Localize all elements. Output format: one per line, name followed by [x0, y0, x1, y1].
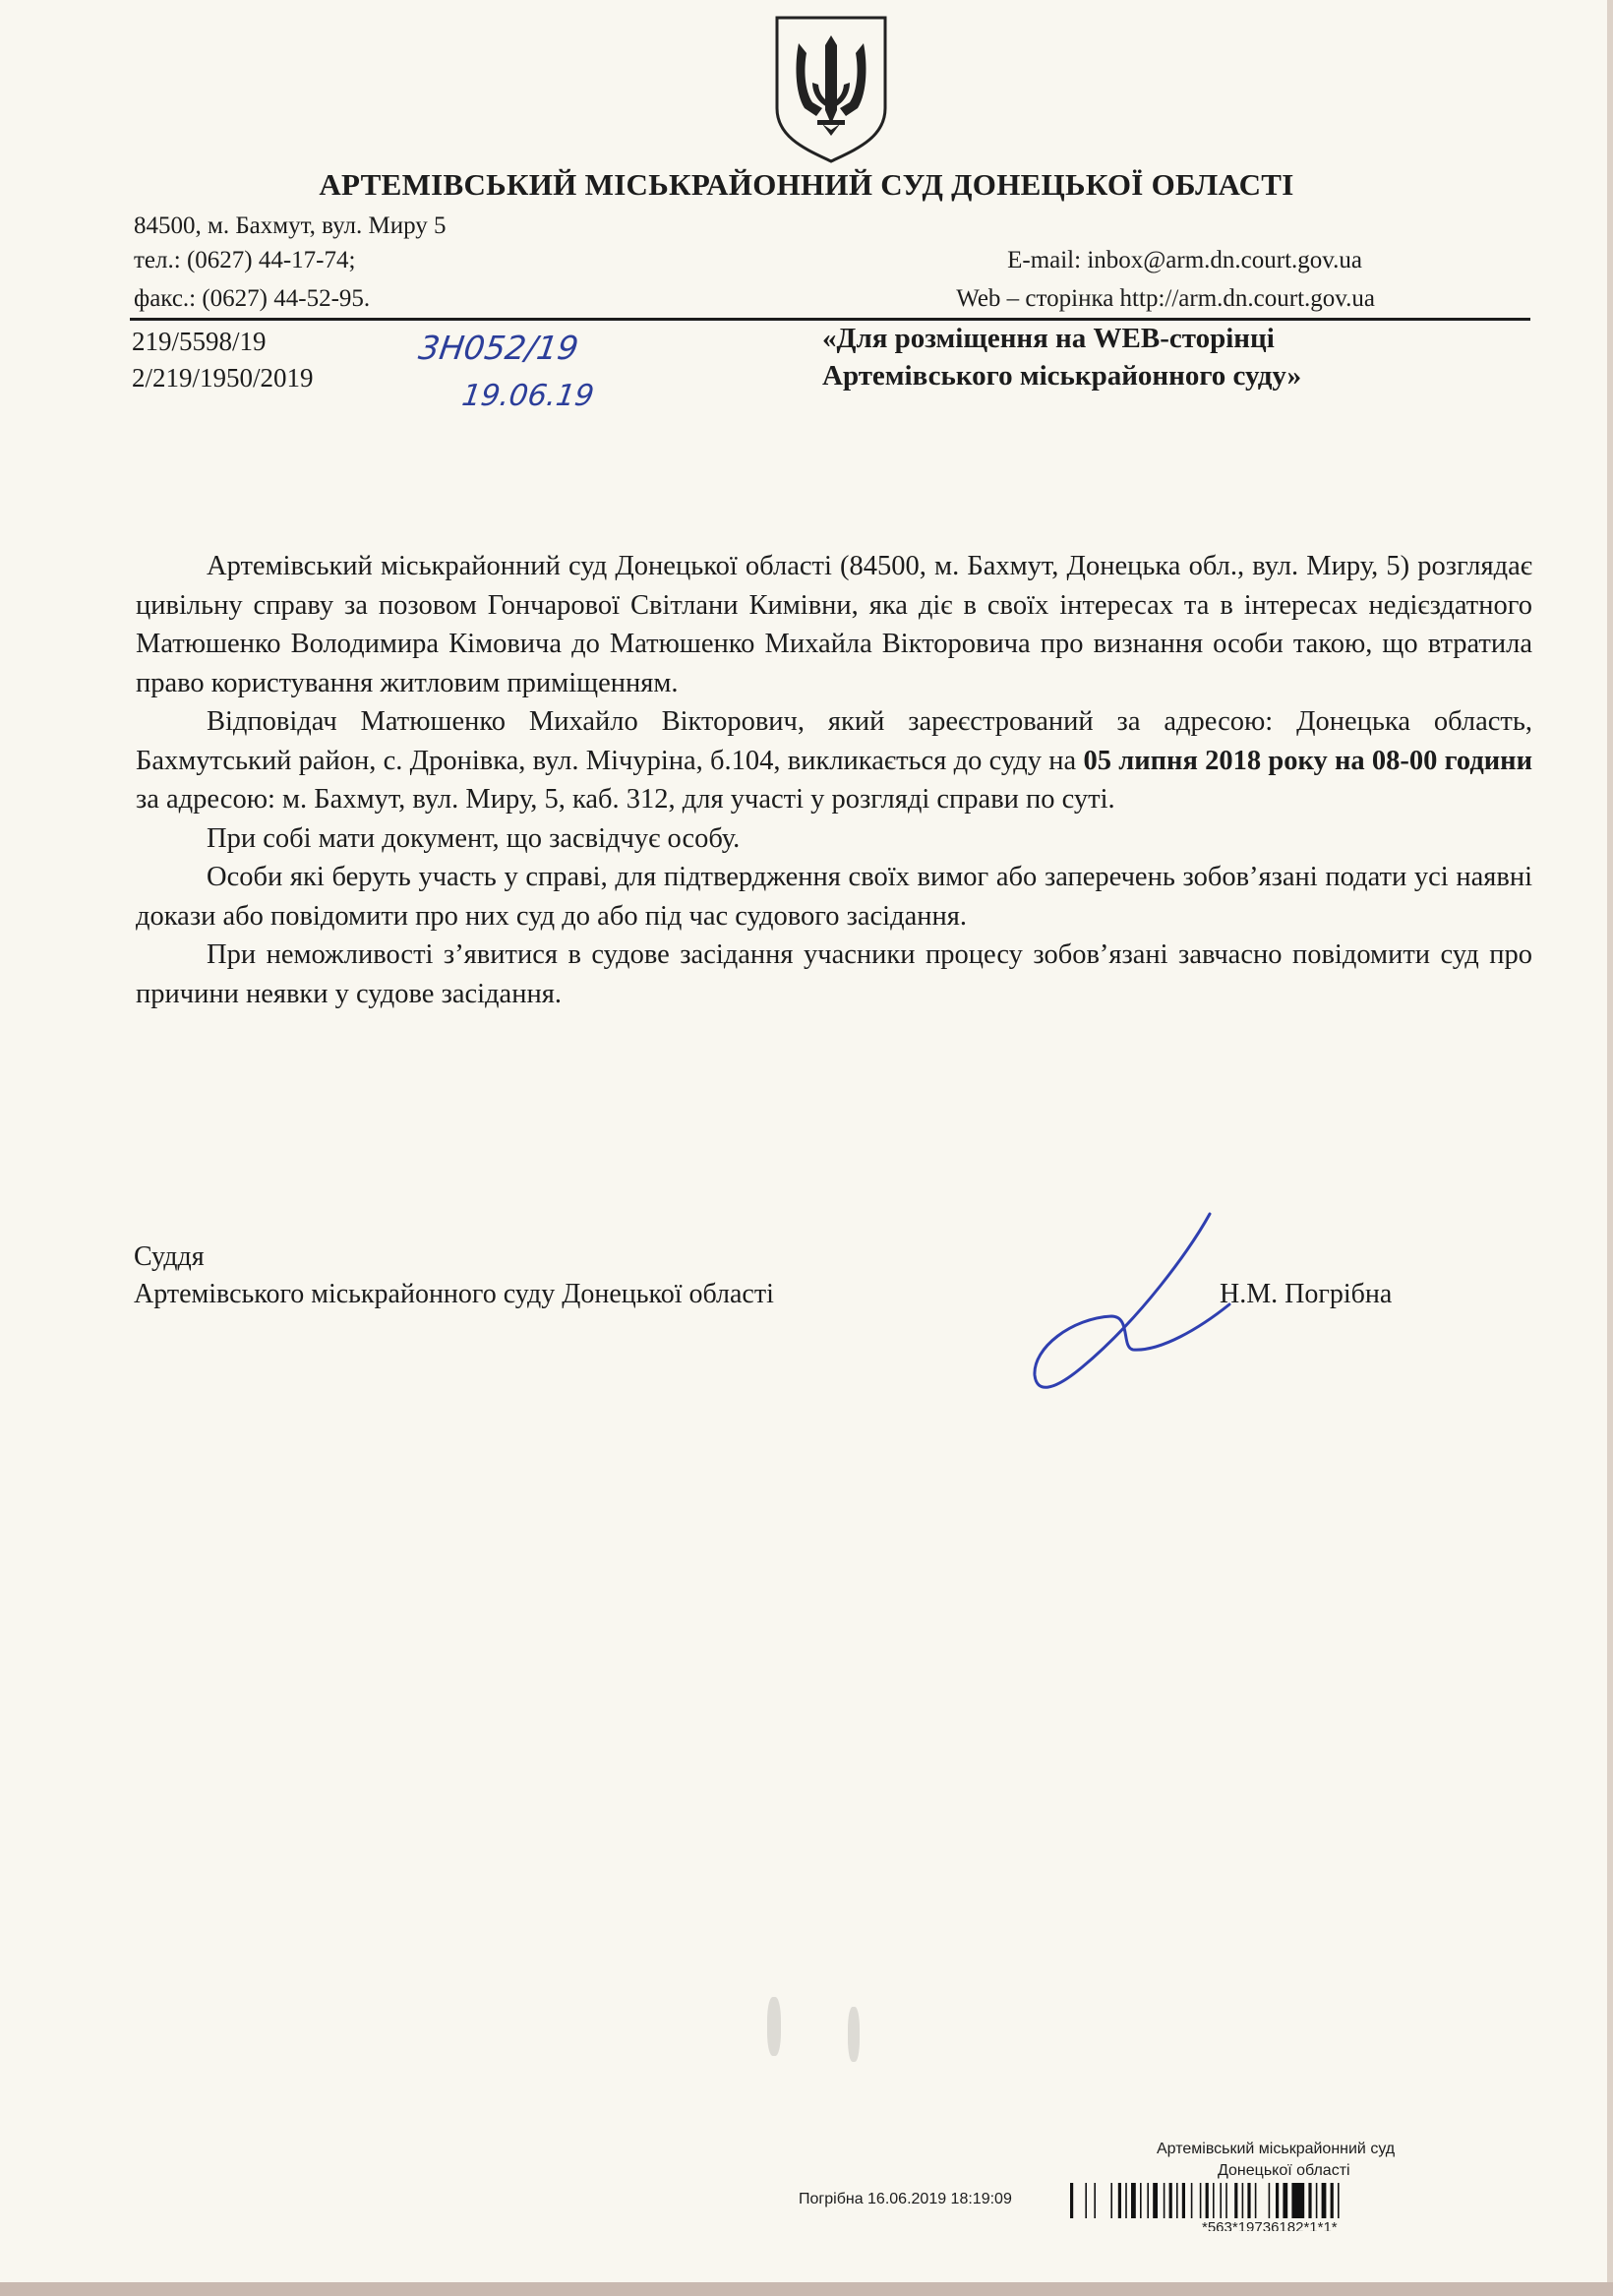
judge-court: Артемівського міськрайонного суду Донецької області: [134, 1279, 774, 1309]
barcode-bar: [1269, 2183, 1271, 2218]
barcode-bar: [1338, 2183, 1340, 2218]
barcode-bar: [1147, 2183, 1149, 2218]
judge-title: Суддя: [134, 1241, 205, 1272]
handwritten-incoming-date: 19.06.19: [459, 379, 597, 413]
scan-smudge: [848, 2007, 860, 2062]
paragraph-absence-notice: При неможливості з’явитися в судове засідання учасники процесу зобов’язані завчасно повідомити суд про причини неявки у судове засідання.: [136, 939, 1532, 1009]
paragraph-id-document: При собі мати документ, що засвідчує особу.: [207, 822, 741, 854]
court-web: Web – сторінка http://arm.dn.court.gov.ua: [956, 285, 1375, 312]
barcode-bar: [1140, 2183, 1142, 2218]
barcode-bar: [1308, 2183, 1311, 2218]
barcode-caption: *563*19736182*1*1*: [1202, 2219, 1338, 2231]
paragraph-case-description: Артемівський міськрайонний суд Донецької області (84500, м. Бахмут, Донецька обл., вул. Миру, 5) розглядає цивільну справу за позовом Гончарової Світлани Кимівни, яка діє в своїх інтересах та в інтересах недієздатного Матюшенко Володимира Кімовича до Матюшенко Михайла Вікторовича про визнання особи такою, що втратила право користування житловим приміщенням.: [136, 551, 1532, 698]
barcode-bar: [1200, 2183, 1202, 2218]
barcode-bar: [1164, 2183, 1165, 2218]
barcode-bar: [1316, 2183, 1318, 2218]
proceeding-number: 2/219/1950/2019: [132, 363, 314, 393]
barcode-bar: [1125, 2183, 1127, 2218]
barcode-bar: [1085, 2183, 1087, 2218]
barcode-bar: [1094, 2183, 1096, 2218]
barcode-bar: [1255, 2183, 1257, 2218]
barcode-bar: [1182, 2183, 1185, 2218]
stamp-court-line1: Артемівський міськрайонний суд: [1157, 2141, 1396, 2157]
barcode-bar: [1206, 2183, 1209, 2218]
barcode-bar: [1153, 2183, 1158, 2218]
barcode-bar: [1131, 2183, 1136, 2218]
stamp-signed-by: Погрібна 16.06.2019 18:19:09: [799, 2191, 1012, 2207]
barcode-bar: [1176, 2183, 1178, 2218]
barcode-bar: [1242, 2183, 1244, 2218]
web-note-line1: «Для розміщення на WEB-сторінці: [822, 323, 1275, 354]
notice-body: [136, 547, 1532, 1013]
barcode-bar: [1283, 2183, 1287, 2218]
barcode-bar: [1234, 2183, 1237, 2218]
summons-text-start: Відповідач Матюшенко Михайло Вікторович, який зареєстрований за адресою: Донецька область, Бахмутський район, с. Дронівка, вул. Мічуріна, б.104, викликається до суду на: [136, 706, 1532, 776]
handwritten-incoming-number: 3H052/19: [416, 329, 581, 367]
case-number: 219/5598/19: [132, 327, 267, 356]
barcode-bar: [1322, 2183, 1327, 2218]
scan-edge: [1607, 0, 1613, 2296]
barcode-bar: [1070, 2183, 1073, 2218]
web-note-line2: Артемівського міськрайонного суду»: [822, 360, 1302, 392]
barcode-bar: [1225, 2183, 1227, 2218]
barcode-bar: [1247, 2183, 1250, 2218]
barcode-bar: [1169, 2183, 1172, 2218]
court-title: АРТЕМІВСЬКИЙ МІСЬКРАЙОННИЙ СУД ДОНЕЦЬКОЇ ОБЛАСТІ: [319, 167, 1294, 202]
scan-smudge: [767, 1997, 781, 2056]
barcode-bar: [1276, 2183, 1279, 2218]
barcode-bar: [1291, 2183, 1304, 2218]
barcode-bar: [1191, 2183, 1193, 2218]
barcode-bar: [1118, 2183, 1121, 2218]
scan-edge: [0, 2282, 1613, 2296]
barcode-bar: [1331, 2183, 1334, 2218]
document-barcode: [1070, 2183, 1532, 2218]
court-email: E-mail: inbox@arm.dn.court.gov.ua: [1007, 247, 1362, 273]
summons-text-end: за адресою: м. Бахмут, вул. Миру, 5, каб. 312, для участі у розгляді справи по суті.: [136, 784, 1115, 815]
stamp-court-line2: Донецької області: [1218, 2162, 1350, 2179]
judge-name: Н.М. Погрібна: [1220, 1279, 1393, 1309]
paragraph-summons: [136, 702, 1532, 819]
barcode-bar: [1213, 2183, 1215, 2218]
court-address: 84500, м. Бахмут, вул. Миру 5: [134, 212, 447, 239]
paragraph-evidence: Особи які беруть участь у справі, для підтвердження своїх вимог або заперечень зобов’язані подати усі наявні докази або повідомити про них суд до або під час судового засідання.: [136, 862, 1532, 932]
barcode-bar: [1220, 2183, 1222, 2218]
header-divider: [130, 318, 1530, 321]
court-phone: тел.: (0627) 44-17-74;: [134, 247, 356, 273]
coat-of-arms-emblem: [773, 14, 889, 163]
court-fax: факс.: (0627) 44-52-95.: [134, 285, 371, 312]
hearing-date: 05 липня 2018 року на 08-00 години: [1083, 745, 1532, 776]
barcode-bar: [1110, 2183, 1112, 2218]
